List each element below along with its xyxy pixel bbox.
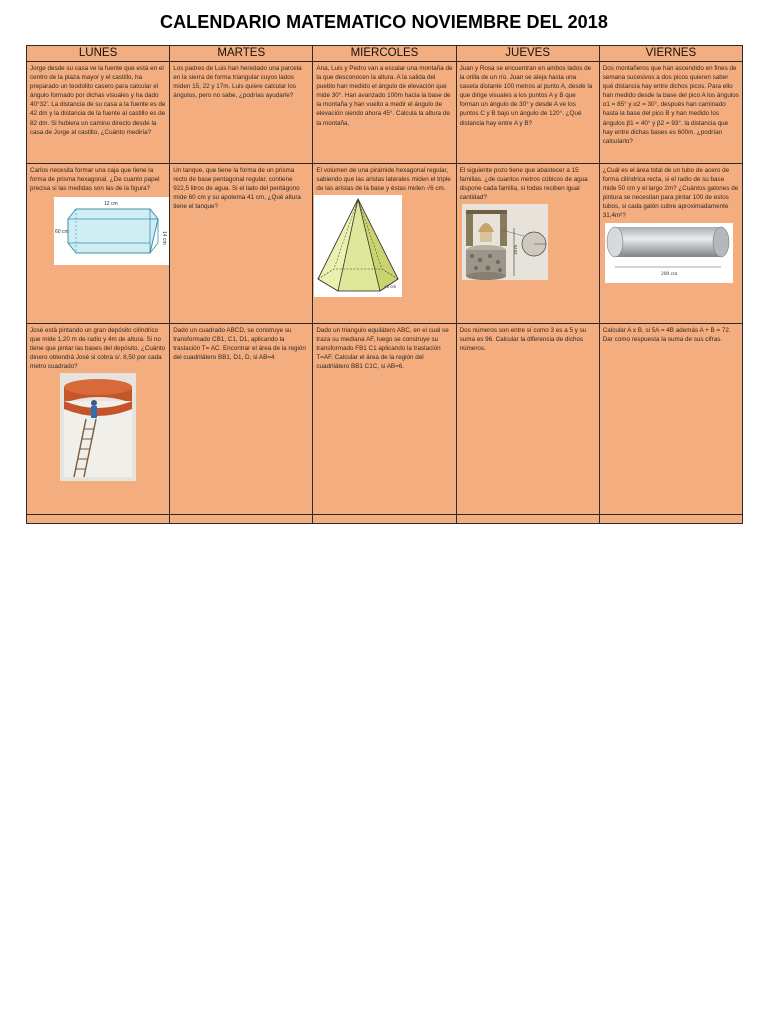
problem-cell [170,62,313,164]
problem-text: Dado un cuadrado ABCD, se construye su transformado CB1, C1, D1, aplicando la traslación T= AC. Encontrar el área de la región del cuadrilátero BB1, D1, D, si AB=4 [173,327,306,362]
problem-text: Dos montañeros que han ascendido en fines de semana sucesivos a dos picos quieren saber qué distancia hay entre dichos picos. Para ello han medido desde la base del pico A los ángulos α1 = 85° y α2 = 30°, después han caminado hasta la base del pico B y han medido los ángulos β1 = 40° y β2 = 93°. la distancia que hay entre dichas bases es 600m. ¿podrían calcularlo? [602,65,739,145]
problem-cell [27,62,170,164]
empty-cell [456,515,599,524]
empty-cell [313,515,456,524]
prism-dimension-left: 60 cm [55,229,69,236]
well-height-label: 18 m [512,245,518,256]
empty-cell [599,515,742,524]
problem-cell [170,164,313,324]
problem-cell [313,62,456,164]
problem-cell [313,324,456,515]
day-header-jueves: JUEVES [456,46,599,62]
page-title: CALENDARIO MATEMATICO NOVIEMBRE DEL 2018 [159,12,609,32]
hexagonal-prism-figure [54,197,170,265]
problem-text: Dos números son entre sí como 3 es a 5 y su suma es 96. Calcular la diferencia de dichos números. [459,327,587,353]
problem-cell [599,164,742,324]
problem-cell [599,62,742,164]
tube-length-label: 200 cm [660,270,678,277]
problem-cell [27,324,170,515]
pyramid-base-label: √6 cm [384,284,397,290]
empty-cell [170,515,313,524]
problem-text: Un tanque, que tiene la forma de un prisma recto de base pentagonal regular, contiene 922,5 litros de agua. Si el lado del pentágono mide 60 cm y su apotema 41 cm, ¿Qué altura tiene el tanque? [173,167,301,211]
problem-cell [27,164,170,324]
hexagonal-pyramid-figure [314,195,402,297]
problem-cell [170,324,313,515]
problem-text: Carlos necesita formar una caja que tiene la forma de prisma hexagonal. ¿De cuanto papel precisa si las medidas son las de la figura? [30,167,160,193]
problem-text: El siguiente pozo tiene que abastecer a 15 familias. ¿de cuantos metros cúbicos de agua dispone cada familia, si todas reciben igual cantidad? [459,167,588,202]
problem-text: José está pintando un gran depósito cilíndrico que mide 1,20 m de radio y 4m de altura. Si no tiene que pintar las bases del depósito, ¿Cuánto dinero obtendrá José si cobra s/. 8,50 por cada metro cuadrado? [30,327,166,371]
problem-text: Los padres de Luis han heredado una parcela en la sierra de forma triangular cuyos lados miden 15, 22 y 17m. Luis quiere calcular los ángulos, pero no sabe, ¿podrías ayudarle? [173,65,302,100]
problem-text: Jorge desde su casa ve la fuente que está en el centro de la plaza mayor y el castillo, ha preparado un teodolito casero para calcular el ángulo formado por dichas visuales y ha dado 40°32'. La distancia de su casa a la fuente es de 42 dm y la distancia de la fuente al castillo es de 82 dm. Si hubiera un camino directo desde la casa de Jorge al castillo, ¿Cuánto mediría? [30,65,166,136]
painter-tank-photo [60,373,136,481]
prism-dimension-top: 12 cm [104,201,118,208]
problem-cell [456,164,599,324]
problem-cell [456,62,599,164]
calendar-table [26,45,743,524]
problem-cell [456,324,599,515]
header-row [27,46,743,62]
week-row [27,164,743,324]
problem-text: Juan y Rosa se encuentran en ambos lados de la orilla de un río. Juan se aleja hasta una caseta distante 100 metros al punto A, desde la que dirige visuales a los puntos A y B que forman un ángulo de 30° y desde A ve los puntos C y B bajo un ángulo de 120°. ¿Qué distancia hay entre A y B? [459,65,593,127]
week-row [27,62,743,164]
problem-text: ¿Cuál es el área total de un tubo de acero de forma cilíndrica recta, si el radio de su base mide 50 cm y el largo 2m? ¿Cuántos galones de pintura se necesitan para pintar 100 de estos tubos, si cada galón cubre aproximadamente 31,4m²? [602,167,739,220]
empty-cell [27,515,170,524]
problem-cell [313,164,456,324]
problem-cell [599,324,742,515]
week-row [27,324,743,515]
day-header-martes: MARTES [170,46,313,62]
day-header-lunes: LUNES [27,46,170,62]
problem-text: Ana, Luis y Pedro van a escalar una montaña de la que desconocen la altura. A la salida del pueblo han medido el ángulo de elevación que mide 30°. Han avanzado 100m hacia la base de la montaña y han vuelto a medir el ángulo de elevación siendo ahora 45°. Calcula la altura de la montaña. [316,65,453,127]
steel-tube-figure [605,223,733,283]
well-photo [462,204,548,280]
day-header-viernes: VIERNES [599,46,742,62]
empty-row [27,515,743,524]
problem-text: El volumen de una pirámide hexagonal regular, sabiendo que las aristas laterales miden el triple de las aristas de la base y éstas miden √6 cm. [316,167,451,193]
problem-text: Dado un triangulo equilátero ABC, en el cual se traza su mediana AF, luego se construye su transformado FB1 C1 aplicando la traslación T=AF. Calcular el área de la región del cuadrilátero BB1 C1C, si AB=6. [316,327,449,371]
problem-text: Calcular A x B, si 5A = 4B además A + B = 72. Dar como respuesta la suma de sus cifras. [602,327,731,344]
day-header-miercoles: MIERCOLES [313,46,456,62]
prism-dimension-right: 14 cm [161,231,167,245]
